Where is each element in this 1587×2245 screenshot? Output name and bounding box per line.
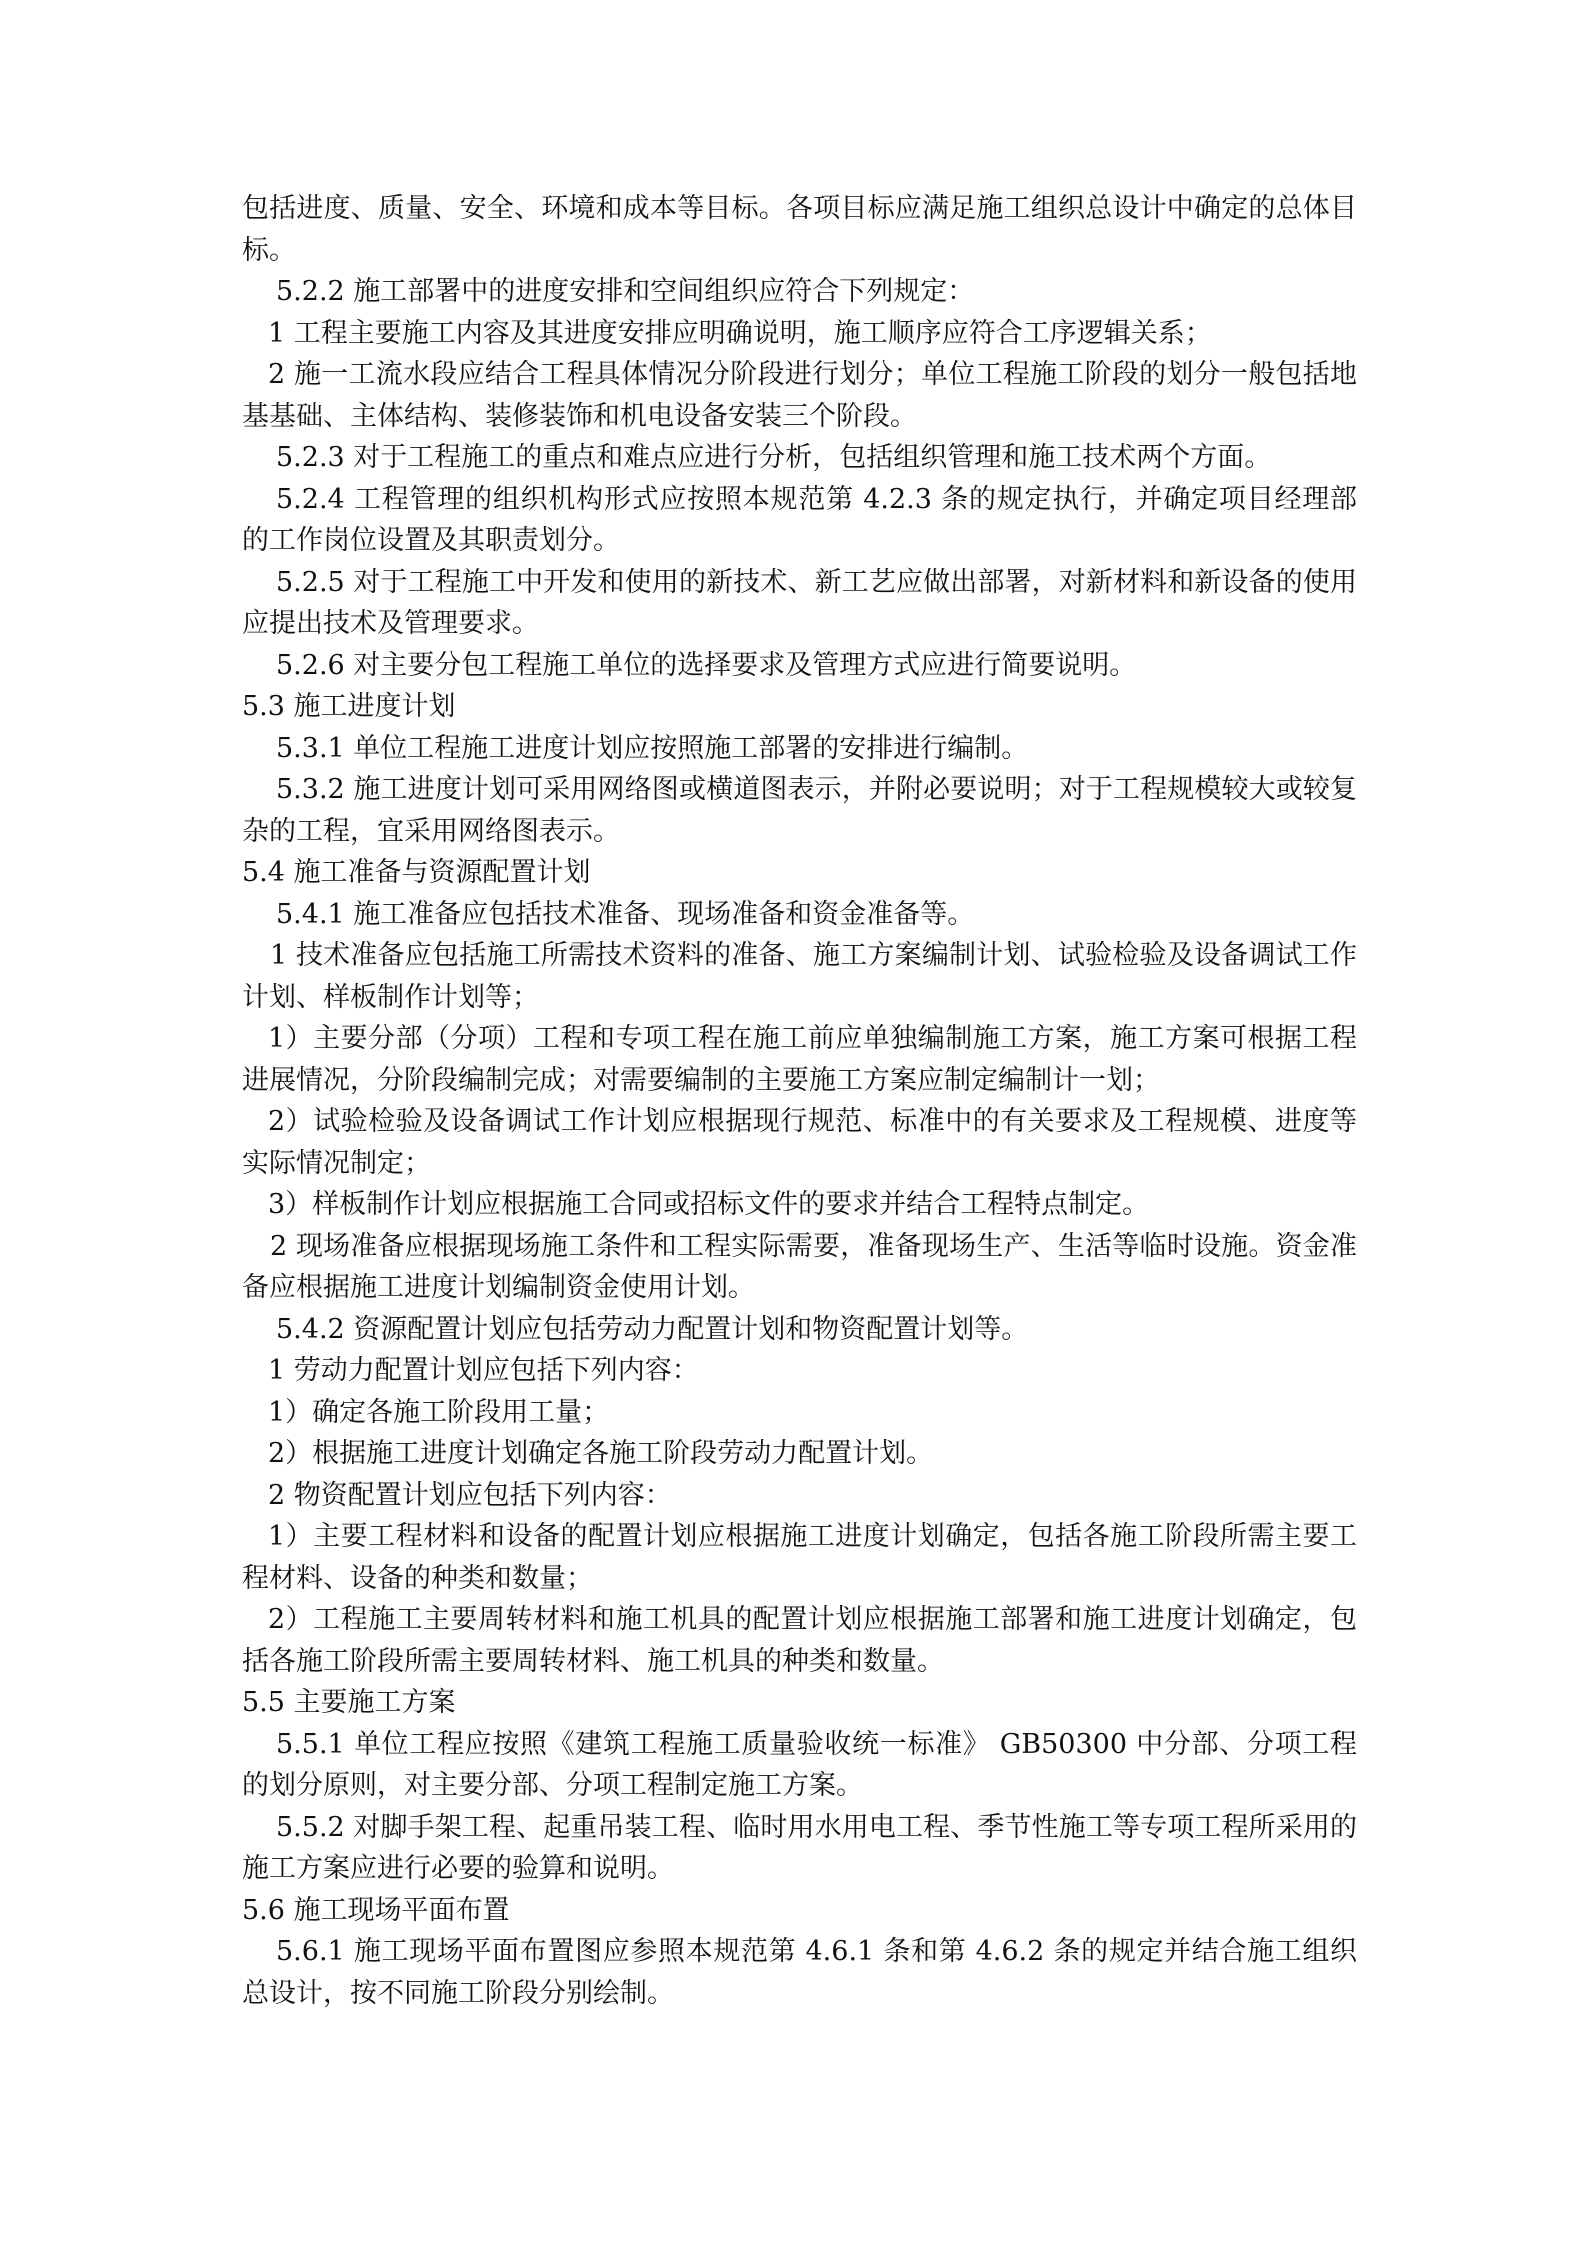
document-page: [242, 188, 1357, 2014]
section-heading-5-3: 5.3 施工进度计划: [242, 691, 456, 722]
clause-5-4-2-item-2-1: 1）主要工程材料和设备的配置计划应根据施工进度计划确定，包括各施工阶段所需主要工程材料、设备的种类和数量；: [242, 1521, 1357, 1594]
paragraph-continuation: 包括进度、质量、安全、环境和成本等目标。各项目标应满足施工组织总设计中确定的总体目标。: [242, 193, 1357, 266]
clause-5-4-1-item-1-2: 2）试验检验及设备调试工作计划应根据现行规范、标准中的有关要求及工程规模、进度等实际情况制定；: [242, 1106, 1357, 1179]
clause-5-4-1-item-1: 1 技术准备应包括施工所需技术资料的准备、施工方案编制计划、试验检验及设备调试工作计划、样板制作计划等；: [242, 940, 1357, 1013]
clause-5-2-3: 5.2.3 对于工程施工的重点和难点应进行分析，包括组织管理和施工技术两个方面。: [276, 442, 1272, 473]
section-heading-5-6: 5.6 施工现场平面布置: [242, 1894, 510, 1926]
clause-5-4-1-item-1-3: 3）样板制作计划应根据施工合同或招标文件的要求并结合工程特点制定。: [268, 1189, 1150, 1220]
clause-5-5-1: 5.5.1 单位工程应按照《建筑工程施工质量验收统一标准》 GB50300 中分部、分项工程的划分原则，对主要分部、分项工程制定施工方案。: [242, 1728, 1357, 1801]
clause-5-2-2-item-1: 1 工程主要施工内容及其进度安排应明确说明，施工顺序应符合工序逻辑关系；: [268, 317, 1212, 349]
clause-5-4-2-item-1-2: 2）根据施工进度计划确定各施工阶段劳动力配置计划。: [268, 1438, 934, 1469]
clause-5-4-2-item-1-1: 1）确定各施工阶段用工量；: [268, 1396, 610, 1428]
clause-5-4-2: 5.4.2 资源配置计划应包括劳动力配置计划和物资配置计划等。: [276, 1313, 1029, 1345]
clause-5-6-1: 5.6.1 施工现场平面布置图应参照本规范第 4.6.1 条和第 4.6.2 条的规定并结合施工组织总设计，按不同施工阶段分别绘制。: [242, 1936, 1357, 2009]
clause-5-4-2-item-1: 1 劳动力配置计划应包括下列内容：: [268, 1355, 699, 1386]
clause-5-4-2-item-2: 2 物资配置计划应包括下列内容：: [268, 1479, 672, 1511]
clause-5-4-1: 5.4.1 施工准备应包括技术准备、现场准备和资金准备等。: [276, 898, 975, 930]
clause-5-3-2: 5.3.2 施工进度计划可采用网络图或横道图表示，并附必要说明；对于工程规模较大或较复杂的工程，宜采用网络图表示。: [242, 774, 1357, 847]
clause-5-2-2: 5.2.2 施工部署中的进度安排和空间组织应符合下列规定：: [276, 276, 975, 307]
clause-5-2-5: 5.2.5 对于工程施工中开发和使用的新技术、新工艺应做出部署，对新材料和新设备的使用应提出技术及管理要求。: [242, 566, 1357, 639]
clause-5-2-4: 5.2.4 工程管理的组织机构形式应按照本规范第 4.2.3 条的规定执行，并确定项目经理部的工作岗位设置及其职责划分。: [242, 483, 1357, 556]
clause-5-2-6: 5.2.6 对主要分包工程施工单位的选择要求及管理方式应进行简要说明。: [276, 649, 1137, 681]
clause-5-4-1-item-1-1: 1）主要分部（分项）工程和专项工程在施工前应单独编制施工方案，施工方案可根据工程进展情况，分阶段编制完成；对需要编制的主要施工方案应制定编制计一划；: [242, 1023, 1357, 1096]
clause-5-5-2: 5.5.2 对脚手架工程、起重吊装工程、临时用水用电工程、季节性施工等专项工程所采用的施工方案应进行必要的验算和说明。: [242, 1811, 1357, 1884]
clause-5-4-2-item-2-2: 2）工程施工主要周转材料和施工机具的配置计划应根据施工部署和施工进度计划确定，包括各施工阶段所需主要周转材料、施工机具的种类和数量。: [242, 1604, 1357, 1677]
clause-5-2-2-item-2: 2 施一工流水段应结合工程具体情况分阶段进行划分；单位工程施工阶段的划分一般包括地基基础、主体结构、装修装饰和机电设备安装三个阶段。: [242, 359, 1357, 432]
section-heading-5-5: 5.5 主要施工方案: [242, 1687, 456, 1718]
clause-5-4-1-item-2: 2 现场准备应根据现场施工条件和工程实际需要，准备现场生产、生活等临时设施。资金准备应根据施工进度计划编制资金使用计划。: [242, 1230, 1357, 1303]
section-heading-5-4: 5.4 施工准备与资源配置计划: [242, 857, 591, 888]
clause-5-3-1: 5.3.1 单位工程施工进度计划应按照施工部署的安排进行编制。: [276, 732, 1029, 764]
